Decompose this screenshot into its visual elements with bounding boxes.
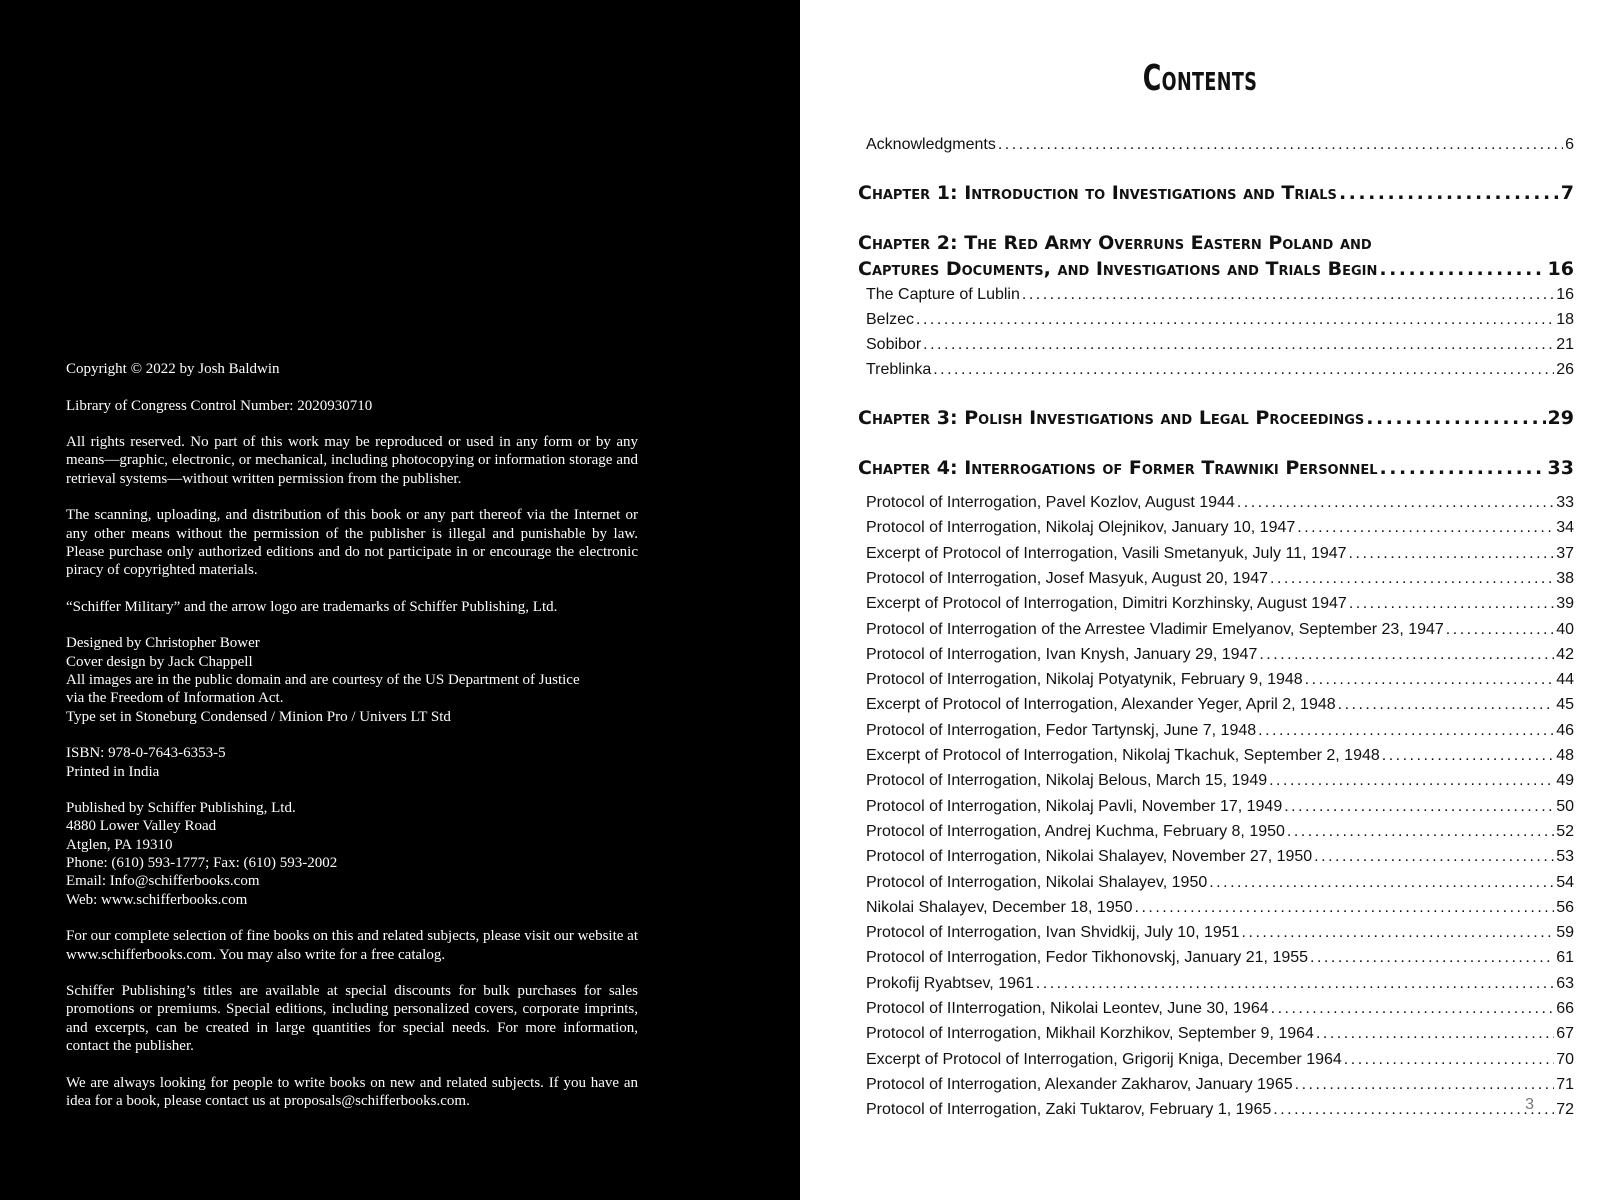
toc-entry[interactable]: [866, 336, 1574, 354]
leader-dots: [1349, 595, 1554, 613]
rights-paragraph: All rights reserved. No part of this work may be reproduced or used in any form or by any means—graphic, electronic, or mechanical, including photocopying or information storage and retrieval systems—without written permission from the publisher.: [66, 434, 638, 487]
toc-entry-page: 37: [1556, 544, 1574, 562]
toc-entry-page: 66: [1556, 1000, 1574, 1017]
toc-entry-label: Protocol of Interrogation, Ivan Knysh, January 29, 1947: [866, 645, 1258, 663]
toc-entry-page: 49: [1556, 772, 1574, 790]
toc-entry-page: 52: [1556, 822, 1574, 840]
leader-dots: [1036, 975, 1554, 993]
toc-entry[interactable]: [866, 696, 1574, 714]
toc-entry[interactable]: [866, 286, 1574, 304]
trademark-paragraph: “Schiffer Military” and the arrow logo are trademarks of Schiffer Publishing, Ltd.: [66, 598, 558, 615]
toc-entry-page: 71: [1556, 1075, 1574, 1093]
toc-entry-label: Protocol of IInterrogation, Nikolai Leontev, June 30, 1964: [866, 1000, 1269, 1017]
leader-dots: [1269, 772, 1554, 790]
leader-dots: [1366, 407, 1545, 429]
toc-entry[interactable]: [866, 1025, 1574, 1043]
toc-entry-page: 42: [1556, 645, 1574, 663]
toc-entry[interactable]: [866, 570, 1574, 588]
leader-dots: [923, 336, 1554, 354]
leader-dots: [1022, 286, 1554, 304]
toc-entry-page: 46: [1556, 721, 1574, 739]
toc-entry-page: 7: [1560, 182, 1574, 204]
toc-entry-label: Excerpt of Protocol of Interrogation, Grigorij Kniga, December 1964: [866, 1050, 1342, 1068]
leader-dots: [1271, 1000, 1555, 1018]
toc-entry-page: 33: [1547, 457, 1574, 479]
leader-dots: [1270, 570, 1554, 588]
page-title: Contents: [1142, 58, 1258, 99]
catalog-paragraph: For our complete selection of fine books on this and related subjects, please visit our website at www.schifferbooks.com. You may also write for a free catalog.: [66, 928, 638, 963]
toc-entry[interactable]: [866, 621, 1574, 639]
toc-entry-label: Captures Documents, and Investigations and Trials Begin: [858, 258, 1378, 280]
toc-entry[interactable]: [866, 772, 1574, 790]
toc-entry-label: Protocol of Interrogation, Ivan Shvidkij, July 10, 1951: [866, 924, 1240, 942]
toc-entry-label: Excerpt of Protocol of Interrogation, Alexander Yeger, April 2, 1948: [866, 696, 1336, 714]
toc-entry-label: Protocol of Interrogation, Andrej Kuchma, February 8, 1950: [866, 822, 1285, 840]
toc-entry[interactable]: [866, 671, 1574, 689]
toc-entry-page: 61: [1556, 949, 1574, 967]
toc-entry-label: Excerpt of Protocol of Interrogation, Dimitri Korzhinsky, August 1947: [866, 595, 1347, 613]
toc-entry-label: Acknowledgments: [866, 136, 996, 153]
leader-dots: [1297, 519, 1554, 537]
toc-entry-page: 59: [1556, 924, 1574, 942]
toc-entry[interactable]: [866, 646, 1574, 664]
leader-dots: [1338, 696, 1555, 714]
toc-entry[interactable]: [866, 975, 1574, 993]
toc-entry-page: 48: [1556, 747, 1574, 764]
toc-entry-page: 26: [1556, 361, 1574, 378]
toc-entry-page: 6: [1565, 136, 1574, 153]
toc-entry-label: Chapter 1: Introduction to Investigations and Trials: [858, 182, 1337, 204]
publisher-block: [66, 799, 638, 909]
lccn-line: Library of Congress Control Number: 2020930710: [66, 397, 373, 414]
leader-dots: [1287, 823, 1554, 841]
credit-line: Designed by Christopher Bower: [66, 635, 260, 652]
leader-dots: [1339, 182, 1559, 204]
toc-entry-page: 70: [1556, 1050, 1574, 1068]
toc-entry-chapter-1[interactable]: [858, 182, 1574, 204]
toc-entry-label: Protocol of Interrogation, Nikolaj Potyatynik, February 9, 1948: [866, 671, 1303, 689]
toc-entry-label: Protocol of Interrogation, Fedor Tartynskj, June 7, 1948: [866, 721, 1257, 739]
copyright-block: [66, 360, 638, 1128]
leader-dots: [1446, 621, 1554, 639]
toc-chapter-2-line-1: Chapter 2: The Red Army Overruns Eastern Poland and: [858, 232, 1372, 254]
toc-entry[interactable]: [866, 545, 1574, 563]
toc-entry-label: Protocol of Interrogation, Nikolaj Belous, March 15, 1949: [866, 772, 1268, 790]
isbn-block: [66, 744, 638, 781]
toc-entry-label: Protocol of Interrogation, Alexander Zakharov, January 1965: [866, 1075, 1293, 1093]
leader-dots: [1237, 494, 1554, 512]
contents-page: [800, 0, 1600, 1200]
discounts-paragraph: Schiffer Publishing’s titles are available at special discounts for bulk purchases for sales promotions or premiums. Special editions, including personalized covers, corporate imprints, and excerpts, can be created in large quantities for special needs. For more information, contact the publisher.: [66, 983, 638, 1054]
toc-entry-page: 56: [1556, 898, 1574, 916]
toc-entry-page: 33: [1556, 494, 1574, 511]
credit-line: Type set in Stoneburg Condensed / Minion Pro / Univers LT Std: [66, 708, 451, 725]
credit-line: via the Freedom of Information Act.: [66, 690, 284, 707]
toc-entry-label: Protocol of Interrogation, Zaki Tuktarov, February 1, 1965: [866, 1101, 1272, 1119]
leader-dots: [1380, 457, 1546, 479]
toc-entry-label: Protocol of Interrogation, Fedor Tikhonovskj, January 21, 1955: [866, 949, 1309, 967]
toc-entry-chapter-4[interactable]: [858, 457, 1574, 479]
credit-line: All images are in the public domain and are courtesy of the US Department of Justice: [66, 672, 580, 689]
toc-entry-label: Protocol of Interrogation, Nikolai Shalayev, November 27, 1950: [866, 848, 1313, 866]
toc-entry[interactable]: [866, 874, 1574, 892]
leader-dots: [998, 136, 1563, 154]
leader-dots: [1310, 949, 1554, 967]
authors-paragraph: We are always looking for people to write books on new and related subjects. If you have an idea for a book, please contact us at proposals@schifferbooks.com.: [66, 1074, 638, 1109]
toc-entry-page: 29: [1547, 407, 1574, 429]
toc-entry[interactable]: [866, 1101, 1574, 1119]
toc-entry-page: 54: [1556, 873, 1574, 891]
toc-entry-label: Treblinka: [866, 361, 932, 378]
leader-dots: [1316, 1025, 1554, 1043]
toc-entry[interactable]: [866, 1076, 1574, 1094]
credits-block: [66, 634, 638, 725]
toc-entry[interactable]: [866, 823, 1574, 841]
toc-entry-label: Nikolai Shalayev, December 18, 1950: [866, 898, 1133, 916]
toc-entry-page: 16: [1556, 286, 1574, 303]
toc-entry-page: 45: [1556, 696, 1574, 714]
toc-entry[interactable]: [866, 798, 1574, 816]
leader-dots: [1284, 798, 1554, 816]
toc-entry-page: 16: [1547, 258, 1574, 280]
toc-entry[interactable]: [866, 949, 1574, 967]
publisher-line: Email: Info@schifferbooks.com: [66, 873, 260, 890]
toc-entry[interactable]: [866, 899, 1574, 917]
toc-entry[interactable]: [866, 747, 1574, 765]
toc-entry[interactable]: [866, 1000, 1574, 1018]
credit-line: Cover design by Jack Chappell: [66, 653, 253, 670]
toc-entry-page: 40: [1556, 620, 1574, 638]
toc-entry-label: Chapter 3: Polish Investigations and Legal Proceedings: [858, 407, 1365, 429]
toc-entry-page: 21: [1556, 336, 1574, 353]
isbn-line: ISBN: 978-0-7643-6353-5: [66, 745, 226, 762]
publisher-line: Atglen, PA 19310: [66, 836, 173, 853]
toc-entry-page: 67: [1556, 1025, 1574, 1043]
leader-dots: [933, 361, 1554, 379]
toc-entry-label: The Capture of Lublin: [866, 286, 1020, 303]
leader-dots: [1273, 1101, 1554, 1119]
toc-entry[interactable]: [866, 361, 1574, 379]
printed-line: Printed in India: [66, 763, 160, 780]
toc-entry-label: Protocol of Interrogation, Nikolaj Pavli, November 17, 1949: [866, 797, 1283, 815]
toc-entry-page: 34: [1556, 519, 1574, 537]
toc-entry-page: 18: [1556, 311, 1574, 328]
leader-dots: [1242, 924, 1555, 942]
leader-dots: [1209, 874, 1554, 892]
leader-dots: [1382, 747, 1554, 765]
toc-entry-label: Belzec: [866, 311, 915, 328]
toc-entry-page: 50: [1556, 797, 1574, 815]
leader-dots: [1258, 722, 1554, 740]
leader-dots: [1305, 671, 1555, 689]
publisher-line: Published by Schiffer Publishing, Ltd.: [66, 800, 296, 817]
leader-dots: [1314, 848, 1554, 866]
leader-dots: [1135, 899, 1555, 917]
toc-entry-page: 44: [1556, 671, 1574, 689]
publisher-line: 4880 Lower Valley Road: [66, 818, 217, 835]
leader-dots: [1379, 258, 1545, 280]
leader-dots: [1295, 1076, 1555, 1094]
toc-entry[interactable]: [866, 519, 1574, 537]
publisher-line: Web: www.schifferbooks.com: [66, 891, 248, 908]
toc-entry[interactable]: [866, 924, 1574, 942]
toc-entry-chapter-2[interactable]: [858, 258, 1574, 280]
toc-entry-page: 38: [1556, 569, 1574, 587]
toc-entry-label: Prokofij Ryabtsev, 1961: [866, 974, 1034, 992]
page-number: 3: [1525, 1096, 1534, 1113]
toc-entry-label: Excerpt of Protocol of Interrogation, Vasili Smetanyuk, July 11, 1947: [866, 544, 1347, 562]
toc-entry-page: 63: [1556, 974, 1574, 992]
toc-entry-label: Protocol of Interrogation of the Arrestee Vladimir Emelyanov, September 23, 1947: [866, 620, 1444, 638]
copyright-line: Copyright © 2022 by Josh Baldwin: [66, 361, 280, 377]
toc-entry-page: 53: [1556, 848, 1574, 866]
leader-dots: [1349, 545, 1555, 563]
leader-dots: [916, 311, 1554, 329]
leader-dots: [1344, 1051, 1554, 1069]
toc-entry-label: Protocol of Interrogation, Pavel Kozlov, August 1944: [866, 494, 1235, 511]
toc-entry[interactable]: [866, 1051, 1574, 1069]
toc-entry[interactable]: [866, 595, 1574, 613]
toc-entry-label: Protocol of Interrogation, Nikolaj Olejnikov, January 10, 1947: [866, 519, 1296, 537]
toc-entry[interactable]: [866, 311, 1574, 329]
toc-entry-label: Chapter 4: Interrogations of Former Trawniki Personnel: [858, 457, 1378, 479]
toc-entry[interactable]: [866, 494, 1574, 512]
toc-entry-label: Sobibor: [866, 336, 922, 353]
leader-dots: [1259, 646, 1554, 664]
piracy-paragraph: The scanning, uploading, and distribution of this book or any part thereof via the Internet or any other means without the permission of the publisher is illegal and punishable by law. Please purchase only authorized editions and do not participate in or encourage the electronic piracy of copyrighted materials.: [66, 507, 638, 579]
toc-entry-chapter-3[interactable]: [858, 407, 1574, 429]
toc-entry-page: 72: [1556, 1101, 1574, 1119]
toc-entry-label: Protocol of Interrogation, Josef Masyuk, August 20, 1947: [866, 569, 1269, 587]
toc-entry-page: 39: [1556, 595, 1574, 613]
toc-entry-acknowledgments[interactable]: [866, 136, 1574, 154]
toc-entry-label: Protocol of Interrogation, Mikhail Korzhikov, September 9, 1964: [866, 1025, 1314, 1043]
publisher-line: Phone: (610) 593-1777; Fax: (610) 593-2002: [66, 855, 338, 872]
toc-entry[interactable]: [866, 722, 1574, 740]
toc-entry-label: Excerpt of Protocol of Interrogation, Nikolaj Tkachuk, September 2, 1948: [866, 747, 1380, 764]
toc-entry[interactable]: [866, 848, 1574, 866]
toc-entry-label: Protocol of Interrogation, Nikolai Shalayev, 1950: [866, 873, 1208, 891]
